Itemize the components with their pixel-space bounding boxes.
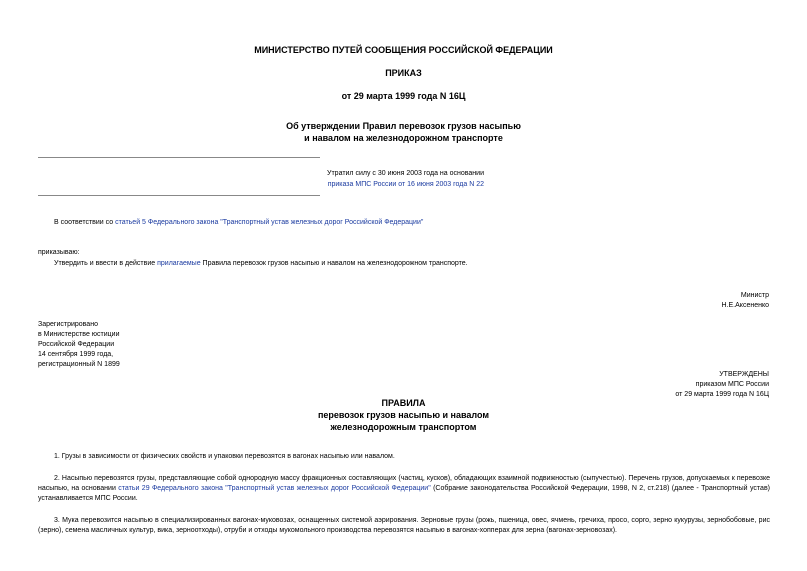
approved-line: приказом МПС России (695, 381, 769, 388)
order-subject-line2: и навалом на железнодорожном транспорте (304, 133, 503, 143)
rules-subtitle-line1: перевозок грузов насыпью и навалом (317, 410, 490, 420)
preamble-text: В соответствии со (54, 219, 116, 226)
registration-line: Российской Федерации (38, 341, 115, 348)
paragraph-1 (38, 452, 770, 462)
attached-link[interactable]: прилагаемые (157, 260, 201, 267)
order-text-suffix: Правила перевозок грузов насыпью и навалом на железнодорожном транспорте. (200, 260, 468, 267)
divider-top (38, 157, 320, 158)
registration-line: регистрационный N 1899 (38, 361, 120, 368)
order-label: приказываю: (38, 249, 80, 256)
signature-title: Министр (740, 292, 769, 299)
registration-line: Зарегистрировано (38, 321, 98, 328)
status-text: Утратил силу с 30 июня 2003 года на основании (327, 170, 484, 177)
preamble (54, 218, 774, 228)
approved-block (560, 370, 769, 400)
registration-line: в Министерстве юстиции (38, 331, 120, 338)
paragraph-3-text: 3. Мука перевозится насыпью в специализированных вагонах-муковозах, оснащенных системой аэрирования. Зерновые грузы (рожь, пшеница, овес, ячмень, гречиха, просо, сорго, зерно кукурузы, зернобобовые, рис (зерно), семена масличных культур, вика, зерноотходы), отруби и отходы мукомольного производства перевозятся насыпью в вагонах-хопперах для зерна (вагонах-зерновозах). (38, 517, 770, 534)
order-text (54, 259, 774, 269)
registration-line: 14 сентября 1999 года, (38, 351, 114, 358)
paragraph-2-text: 2. Насыпью перевозятся грузы, представляющие собой однородную массу фракционных составляющих (частиц, кусков), обладающих взаимной подвижностью (сыпучестью). Перечень грузов, допускаемых к перевозке насыпью, на основании (38, 475, 770, 492)
rules-title: ПРАВИЛА (381, 398, 426, 408)
paragraph-2-suffix: (Собрание законодательства Российской Федерации, 1998, N 2, ст.218) (далее - Транспортный устав) устанавливается МПС России. (38, 485, 770, 502)
divider-bottom (38, 195, 320, 196)
rules-subtitle-line2: железнодорожным транспортом (330, 422, 477, 432)
approved-line: УТВЕРЖДЕНЫ (719, 371, 769, 378)
approved-line: от 29 марта 1999 года N 16Ц (675, 391, 769, 398)
paragraph-2 (38, 474, 770, 504)
signature-name: Н.Е.Аксененко (721, 302, 769, 309)
article-29-link[interactable]: статьи 29 Федерального закона "Транспортный устав железных дорог Российской Федерации" (118, 485, 431, 492)
order-date: от 29 марта 1999 года N 16Ц (341, 91, 466, 101)
order-text-prefix: Утвердить и ввести в действие (54, 260, 158, 267)
registration-block (38, 320, 120, 370)
paragraph-1-text: 1. Грузы в зависимости от физических свойств и упаковки перевозятся в вагонах насыпью или навалом. (54, 453, 395, 460)
order-subject-line1: Об утверждении Правил перевозок грузов насыпью (286, 121, 521, 131)
paragraph-3 (38, 516, 770, 536)
ministry-heading: МИНИСТЕРСТВО ПУТЕЙ СООБЩЕНИЯ РОССИЙСКОЙ ФЕДЕРАЦИИ (254, 45, 553, 55)
status-link[interactable]: приказа МПС России от 16 июня 2003 года N 22 (327, 181, 484, 188)
preamble-law-link[interactable]: статьей 5 Федерального закона "Транспортный устав железных дорог Российской Федерации" (115, 219, 424, 226)
order-heading: ПРИКАЗ (385, 68, 422, 78)
